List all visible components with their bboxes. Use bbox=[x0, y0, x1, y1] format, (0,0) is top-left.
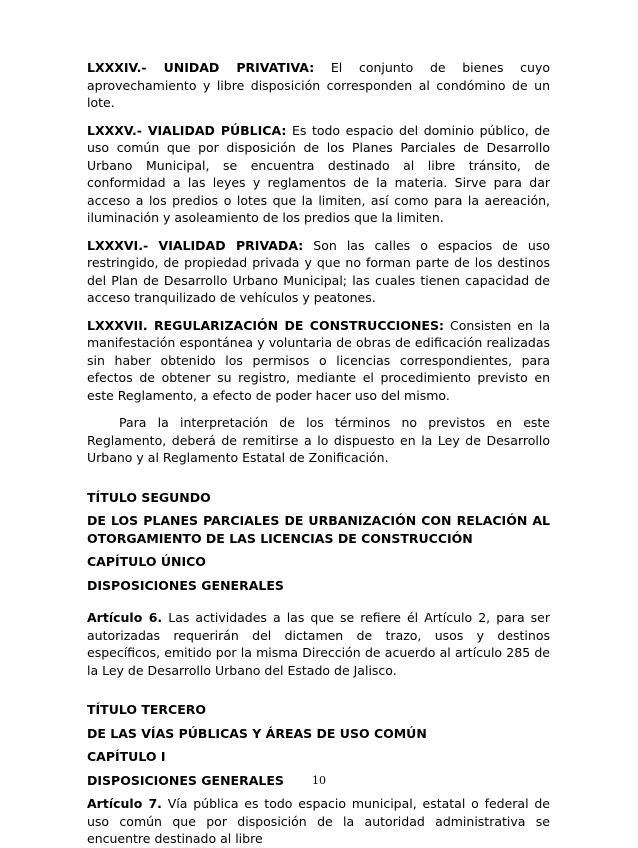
definition-term: LXXXVI.- VIALIDAD PRIVADA: bbox=[87, 237, 304, 253]
article-6 bbox=[87, 609, 550, 679]
definition-text: Consisten en la manifestación espontánea y voluntaria de obras de edificación realizadas sin haber obtenido los permisos o licencias correspondientes, para efectos de obtener su registro, mediante el procedimiento previsto en este Reglamento, a efecto de poder hacer uso del mismo. bbox=[87, 317, 550, 403]
article-text: Las actividades a las que se refiere él Artículo 2, para ser autorizadas requerirán del dictamen de trazo, usos y destinos específicos, emitido por la misma Dirección de acuerdo al artículo 285 de la Ley de Desarrollo Urbano del Estado de Jalisco. bbox=[87, 610, 550, 678]
article-7 bbox=[87, 795, 550, 848]
title-segundo-subtitle: DE LOS PLANES PARCIALES DE URBANIZACIÓN CON RELACIÓN AL OTORGAMIENTO DE LAS LICENCIAS DE CONSTRUCCIÓN bbox=[87, 513, 550, 546]
title-tercero: TÍTULO TERCERO bbox=[87, 702, 207, 717]
definition-term: LXXXIV.- UNIDAD PRIVATIVA: bbox=[87, 60, 315, 75]
definition-regularizacion bbox=[87, 317, 550, 405]
page-number: 10 bbox=[312, 774, 326, 787]
definition-unidad-privativa bbox=[87, 59, 550, 112]
chapter-i: CAPÍTULO I bbox=[87, 749, 166, 764]
definition-term: LXXXV.- VIALIDAD PÚBLICA: bbox=[87, 122, 287, 138]
section-disposiciones-generales-2: DISPOSICIONES GENERALES bbox=[87, 772, 284, 788]
article-text: Vía pública es todo espacio municipal, estatal o federal de uso común que por disposición de la autoridad administrativa se encuentre destinado al libre bbox=[87, 796, 550, 846]
title-tercero-subtitle: DE LAS VÍAS PÚBLICAS Y ÁREAS DE USO COMÚN bbox=[87, 725, 427, 741]
article-label: Artículo 7. bbox=[87, 796, 162, 811]
definition-text: Son las calles o espacios de uso restringido, de propiedad privada y que no forman parte de los destinos del Plan de Desarrollo Urbano Municipal; las cuales tienen capacidad de acceso tranquilizado de vehículos y peatones. bbox=[87, 237, 550, 305]
article-label: Artículo 6. bbox=[87, 610, 163, 625]
title-segundo: TÍTULO SEGUNDO bbox=[87, 489, 211, 505]
definition-vialidad-publica bbox=[87, 122, 550, 227]
definition-text: El conjunto de bienes cuyo aprovechamiento y libre disposición corresponden al condómino de un lote. bbox=[87, 60, 550, 110]
definition-term: LXXXVII. REGULARIZACIÓN DE CONSTRUCCIONES: bbox=[87, 317, 444, 333]
interpretation-paragraph: Para la interpretación de los términos no previstos en este Reglamento, deberá de remitirse a lo dispuesto en la Ley de Desarrollo Urbano y al Reglamento Estatal de Zonificación. bbox=[87, 415, 550, 465]
section-disposiciones-generales: DISPOSICIONES GENERALES bbox=[87, 577, 284, 593]
definition-vialidad-privada bbox=[87, 237, 550, 307]
definition-text: Es todo espacio del dominio público, de uso común que por disposición de los Planes Parciales de Desarrollo Urbano Municipal, se encuentra destinado al libre tránsito, de conformidad a las leyes y reglamentos de la materia. Sirve para dar acceso a los predios o lotes que la limiten, así como para la aereación, iluminación y asoleamiento de los predios que la limiten. bbox=[87, 122, 551, 225]
chapter-unico: CAPÍTULO ÚNICO bbox=[87, 554, 206, 569]
page-content bbox=[87, 59, 550, 848]
